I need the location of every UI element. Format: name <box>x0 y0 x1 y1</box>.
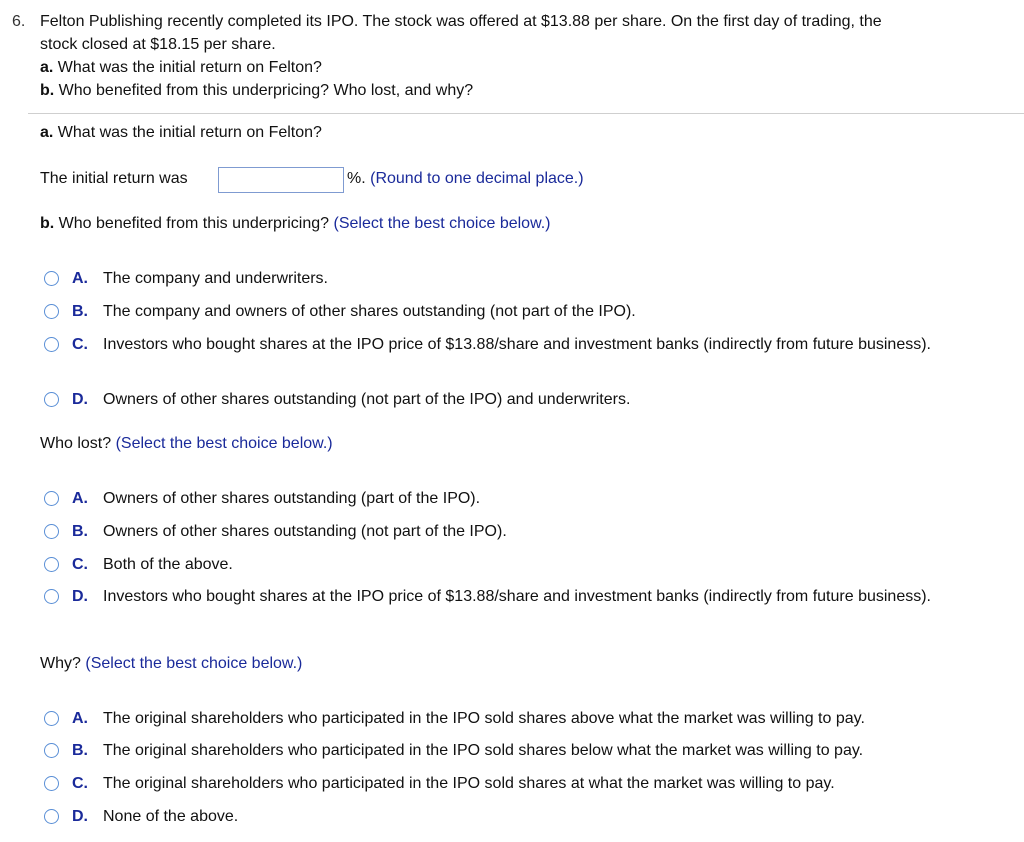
part-b-label: b. <box>40 215 55 232</box>
question-part-b <box>40 82 473 100</box>
choice-letter: A. <box>72 270 88 287</box>
radio-button[interactable] <box>44 557 59 572</box>
radio-button[interactable] <box>44 392 59 407</box>
choice-letter: B. <box>72 303 88 320</box>
part-a-label: a. <box>40 124 54 141</box>
question-part-a <box>40 59 322 77</box>
radio-button[interactable] <box>44 491 59 506</box>
radio-button[interactable] <box>44 337 59 352</box>
initial-return-suffix <box>347 170 584 188</box>
who-lost-heading <box>40 435 333 453</box>
radio-button[interactable] <box>44 711 59 726</box>
percent-unit: %. <box>347 170 366 187</box>
question-part-b-text: Who benefited from this underpricing? Who lost, and why? <box>58 82 474 99</box>
question-part-a-text: What was the initial return on Felton? <box>57 59 322 76</box>
question-intro-line2: stock closed at $18.15 per share. <box>40 36 276 53</box>
radio-button[interactable] <box>44 589 59 604</box>
choice-letter: D. <box>72 391 88 408</box>
choice-letter: C. <box>72 775 88 792</box>
question-part-a-label: a. <box>40 59 54 76</box>
question-part-b-label: b. <box>40 82 55 99</box>
choice-text: The company and owners of other shares outstanding (not part of the IPO). <box>103 303 636 320</box>
section-divider <box>28 113 1024 114</box>
choice-text: The original shareholders who participated in the IPO sold shares below what the market was willing to pay. <box>103 742 864 759</box>
who-lost-hint: (Select the best choice below.) <box>115 435 333 452</box>
choice-text: Owners of other shares outstanding (part of the IPO). <box>103 490 481 507</box>
who-lost-heading-text: Who lost? <box>40 435 112 452</box>
choice-text: Owners of other shares outstanding (not part of the IPO) and underwriters. <box>103 391 631 408</box>
part-b-hint: (Select the best choice below.) <box>333 215 551 232</box>
question-intro-line1: Felton Publishing recently completed its IPO. The stock was offered at $13.88 per share. On the first day of trading, the <box>40 13 882 30</box>
part-b-heading-text: Who benefited from this underpricing? <box>58 215 330 232</box>
choice-letter: C. <box>72 336 88 353</box>
choice-letter: B. <box>72 742 88 759</box>
choice-letter: D. <box>72 588 88 605</box>
choice-letter: A. <box>72 710 88 727</box>
choice-text: The original shareholders who participated in the IPO sold shares at what the market was willing to pay. <box>103 775 835 792</box>
choice-text: Both of the above. <box>103 556 233 573</box>
choice-text: The company and underwriters. <box>103 270 328 287</box>
why-heading <box>40 655 302 673</box>
choice-letter: A. <box>72 490 88 507</box>
radio-button[interactable] <box>44 271 59 286</box>
choice-text: The original shareholders who participated in the IPO sold shares above what the market was willing to pay. <box>103 710 865 727</box>
choice-letter: C. <box>72 556 88 573</box>
question-number: 6. <box>12 13 26 30</box>
radio-button[interactable] <box>44 776 59 791</box>
initial-return-input[interactable] <box>218 167 344 193</box>
choice-letter: B. <box>72 523 88 540</box>
radio-button[interactable] <box>44 743 59 758</box>
part-a-heading <box>40 124 322 142</box>
choice-text: None of the above. <box>103 808 239 825</box>
why-hint: (Select the best choice below.) <box>85 655 303 672</box>
choice-letter: D. <box>72 808 88 825</box>
choice-text: Owners of other shares outstanding (not part of the IPO). <box>103 523 507 540</box>
initial-return-prompt: The initial return was <box>40 170 188 187</box>
part-b-heading <box>40 215 551 233</box>
round-hint: (Round to one decimal place.) <box>370 170 584 187</box>
choice-text: Investors who bought shares at the IPO price of $13.88/share and investment banks (indirectly from future business). <box>103 336 931 353</box>
choice-text: Investors who bought shares at the IPO price of $13.88/share and investment banks (indirectly from future business). <box>103 588 931 605</box>
radio-button[interactable] <box>44 809 59 824</box>
why-heading-text: Why? <box>40 655 81 672</box>
radio-button[interactable] <box>44 304 59 319</box>
part-a-heading-text: What was the initial return on Felton? <box>57 124 322 141</box>
radio-button[interactable] <box>44 524 59 539</box>
